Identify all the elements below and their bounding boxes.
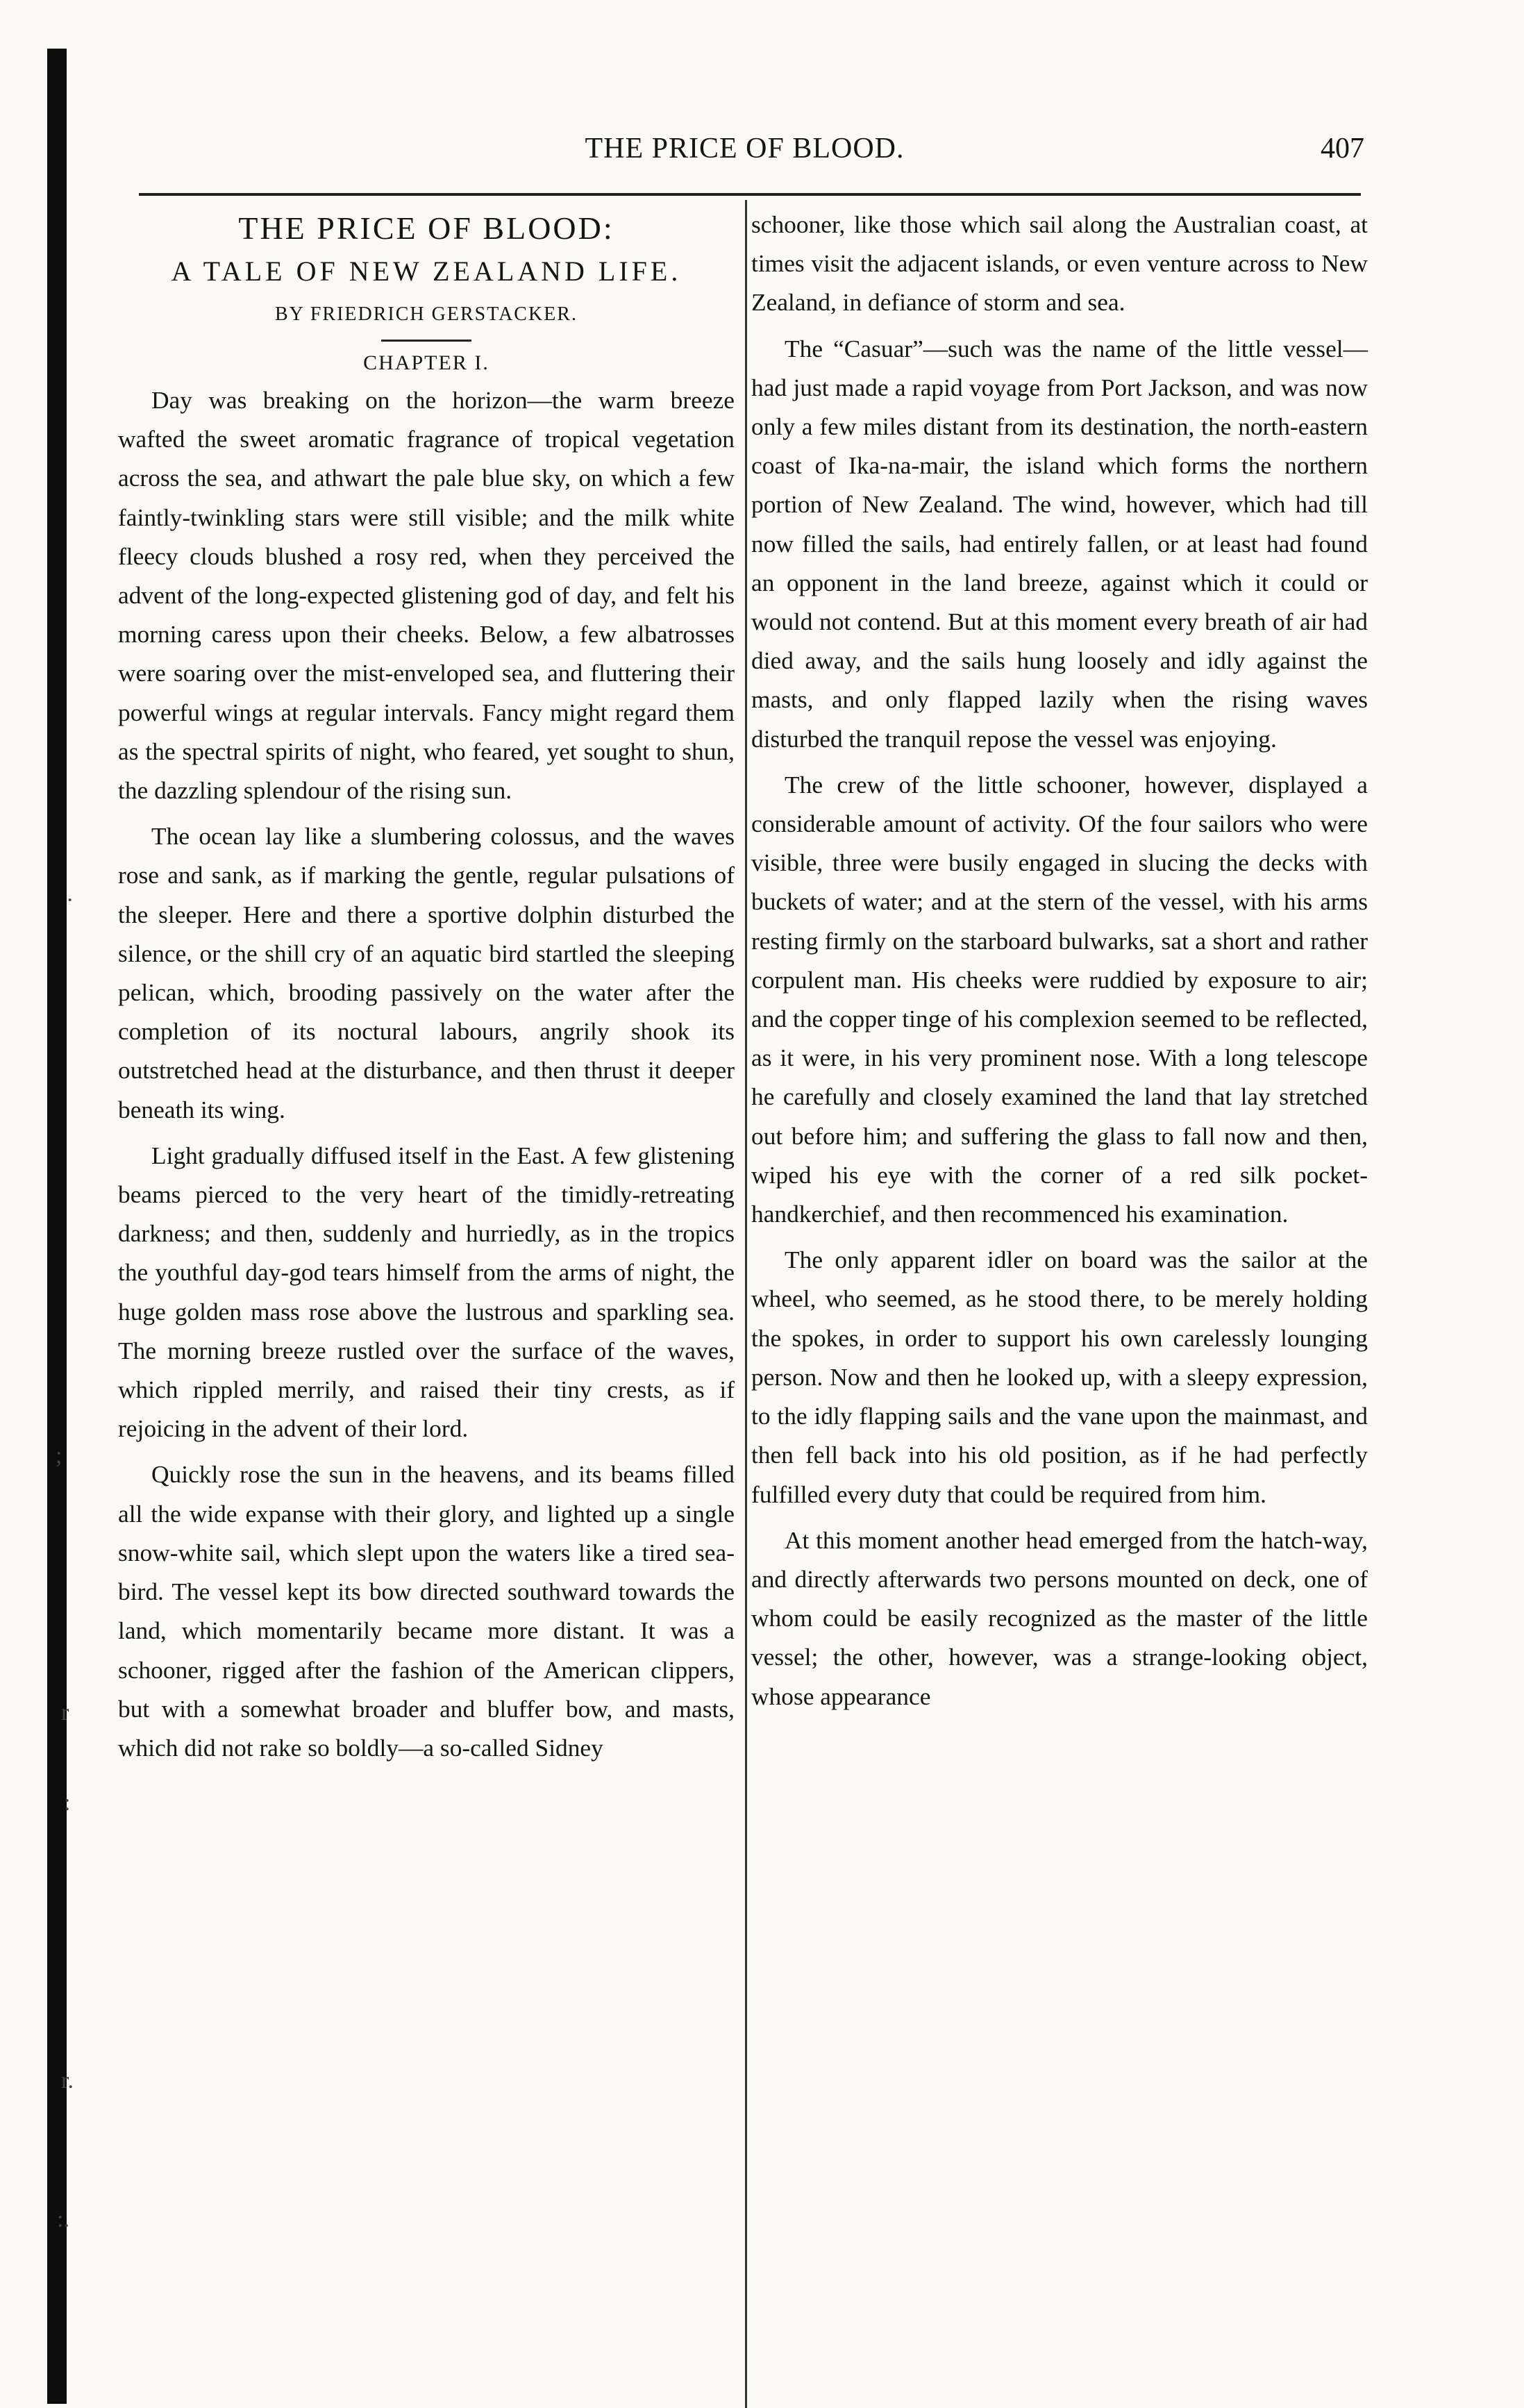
margin-mark: :. (57, 2207, 69, 2232)
running-header (125, 132, 1364, 187)
paragraph: Day was breaking on the horizon—the warm breeze wafted the sweet aromatic fragrance of tropical vegetation across the sea, and athwart the pale blue sky, on which a few faintly-twinkling stars were still visible; and the milk white fleecy clouds blushed a rosy red, when they perceived the advent of the long-expected glistening god of day, and felt his morning caress upon their cheeks. Below, a few albatrosses were soaring over the mist-enveloped sea, and fluttering their powerful wings at regular intervals. Fancy might regard them as the spectral spirits of night, who feared, yet sought to shun, the dazzling splendour of the rising sun. (118, 386, 735, 805)
column-divider (745, 200, 747, 2408)
title-rule (381, 340, 471, 342)
header-rule (139, 193, 1361, 196)
margin-mark: r (61, 1700, 69, 1725)
article-subtitle: A TALE OF NEW ZEALAND LIFE. (171, 256, 682, 287)
margin-mark: · (66, 887, 74, 913)
paragraph: Light gradually diffused itself in the East. A few glistening beams pierced to the very heart of the timidly-retreating darkness; and then, suddenly and hurriedly, as in the tropics the youthful day-god tears himself from the arms of night, the huge golden mass rose above the lustrous and sparkling sea. The morning breeze rustled over the surface of the waves, which rippled merrily, and raised their tiny crests, as if rejoicing in the advent of their lord. (118, 1141, 735, 1443)
page-number: 407 (1321, 133, 1364, 165)
right-column (751, 205, 1368, 1723)
margin-mark: r. (61, 2068, 74, 2093)
chapter-heading: CHAPTER I. (363, 351, 489, 374)
margin-mark: : (64, 1790, 71, 1816)
paragraph: The only apparent idler on board was the sailor at the wheel, who seemed, as he stood there, to be merely holding the spokes, in order to support his own carelessly lounging person. Now and then he looked up, with a sleepy expression, to the idly flapping sails and the vane upon the mainmast, and then fell back into his old position, as if he had perfectly fulfilled every duty that could be required from him. (751, 1246, 1368, 1508)
running-title: THE PRICE OF BLOOD. (585, 133, 905, 165)
paragraph: schooner, like those which sail along the Australian coast, at times visit the adjacent islands, or even venture across to New Zealand, in defiance of storm and sea. (751, 210, 1368, 317)
article-title: THE PRICE OF BLOOD: (238, 210, 614, 246)
left-column (118, 205, 735, 1774)
margin-mark: ; (56, 1443, 62, 1469)
paragraph: The “Casuar”—such was the name of the little vessel—had just made a rapid voyage from Port Jackson, and was now only a few miles distant from its destination, the north-eastern coast of Ika-na-mair, the island which forms the northern portion of New Zealand. The wind, however, which had till now filled the sails, had entirely fallen, or at least had found an opponent in the land breeze, against which it could or would not contend. But at this moment every breath of air had died away, and the sails hung loosely and idly against the masts, and only flapped lazily when the rising waves disturbed the tranquil repose the vessel was enjoying. (751, 334, 1368, 753)
paragraph: Quickly rose the sun in the heavens, and its beams filled all the wide expanse with their glory, and lighted up a single snow-white sail, which slept upon the waters like a tired sea-bird. The vessel kept its bow directed southward towards the land, which momentarily became more distant. It was a schooner, rigged after the fashion of the American clippers, but with a somewhat broader and bluffer bow, and masts, which did not rake so boldly—a so-called Sidney (118, 1460, 735, 1762)
page-binding-edge (47, 49, 67, 2404)
paragraph: The ocean lay like a slumbering colossus, and the waves rose and sank, as if marking the gentle, regular pulsations of the sleeper. Here and there a sportive dolphin disturbed the silence, or the shill cry of an aquatic bird startled the sleeping pelican, which, brooding passively on the water after the completion of its noctural labours, angrily shook its outstretched head at the disturbance, and then thrust it deeper beneath its wing. (118, 822, 735, 1123)
paragraph: At this moment another head emerged from the hatch-way, and directly afterwards two persons mounted on deck, one of whom could be easily recognized as the master of the little vessel; the other, however, was a strange-looking object, whose appearance (751, 1525, 1368, 1710)
paragraph: The crew of the little schooner, however, displayed a considerable amount of activity. Of the four sailors who were visible, three were busily engaged in slucing the decks with buckets of water; and at the stern of the vessel, with his arms resting firmly on the starboard bulwarks, sat a short and rather corpulent man. His cheeks were ruddied by exposure to air; and the copper tinge of his complexion seemed to be reflected, as it were, in his very prominent nose. With a long telescope he carefully and closely examined the land that lay stretched out before him; and suffering the glass to fall now and then, wiped his eye with the corner of a red silk pocket-handkerchief, and then recommenced his examination. (751, 770, 1368, 1228)
article-byline: BY FRIEDRICH GERSTACKER. (275, 303, 578, 325)
